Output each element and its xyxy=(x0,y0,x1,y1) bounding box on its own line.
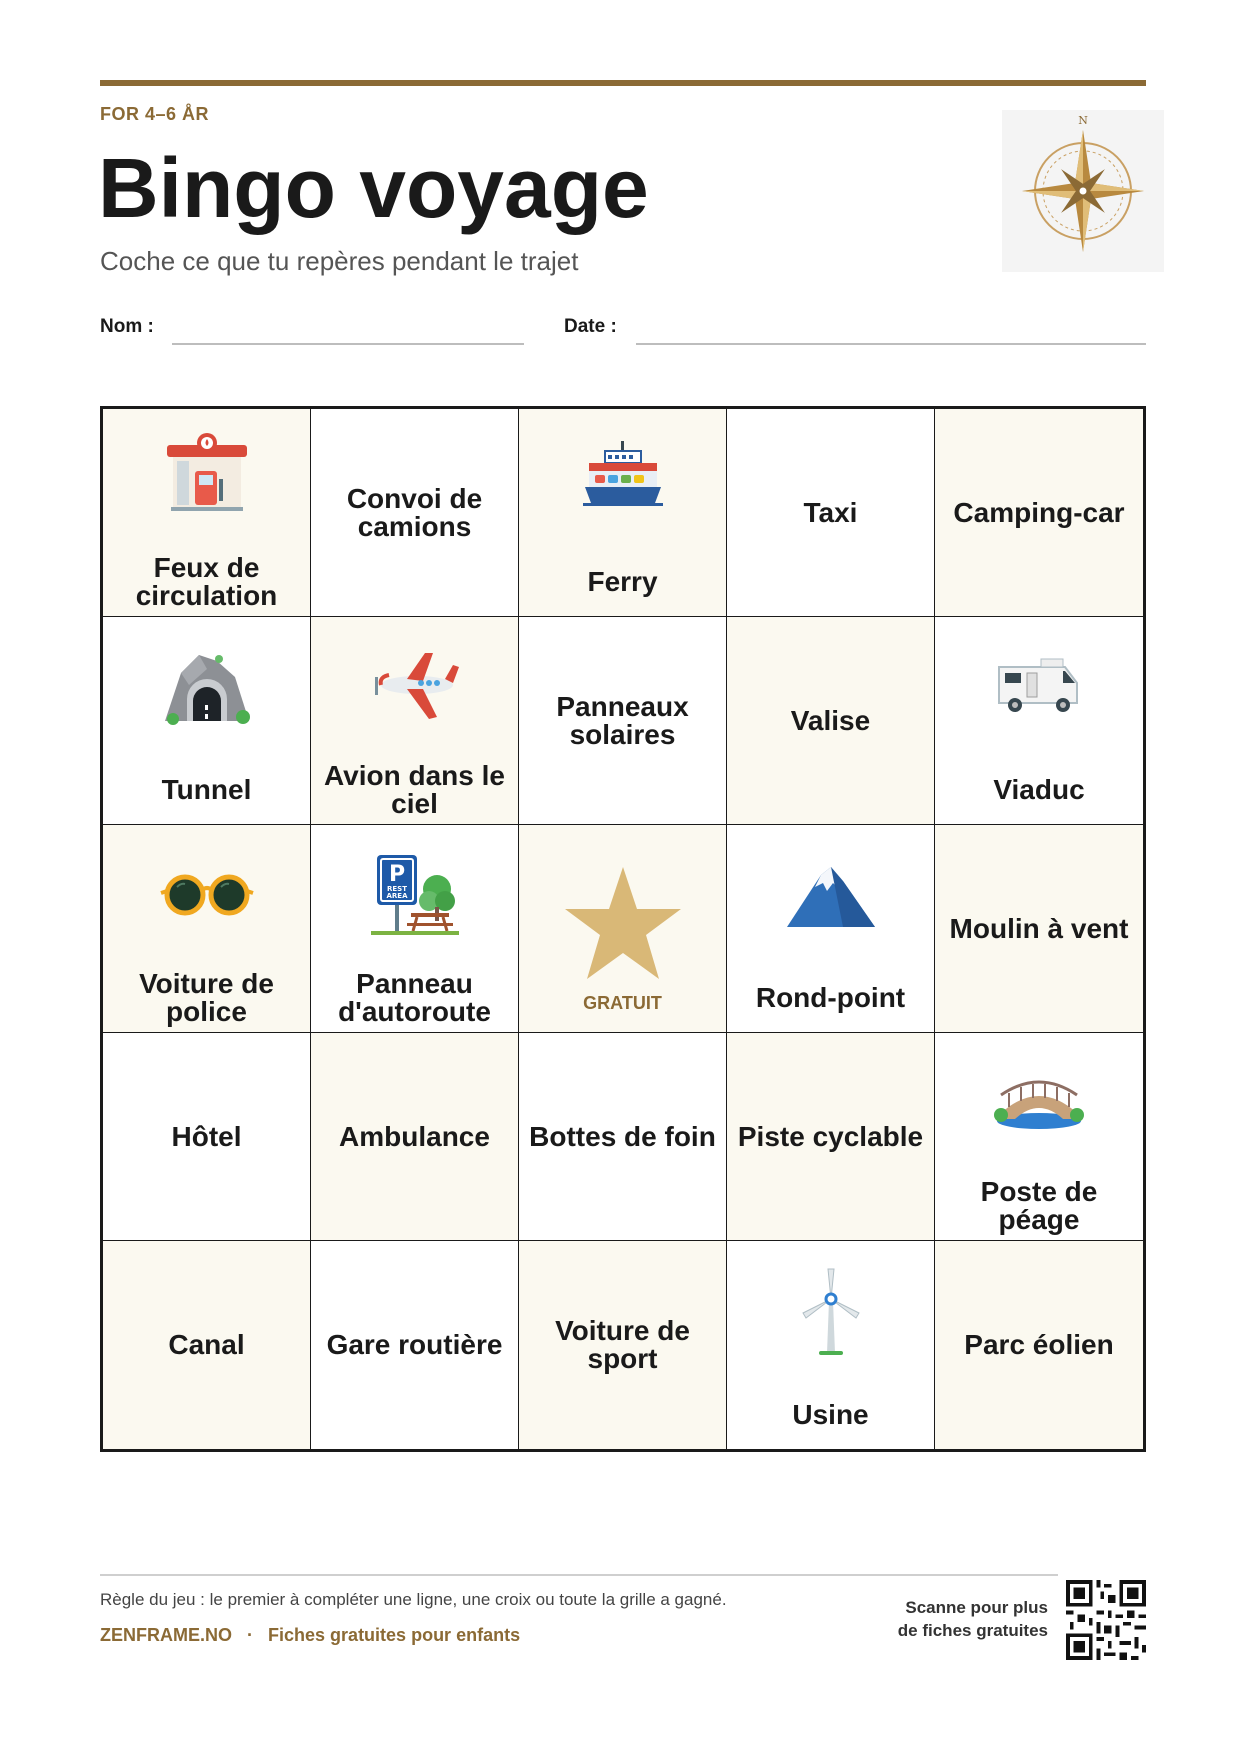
compass-rose-icon xyxy=(1002,110,1164,272)
bingo-grid xyxy=(100,406,1146,1452)
bingo-cell[interactable] xyxy=(311,825,519,1033)
cell-label: Voiture de sport xyxy=(555,1315,690,1374)
cell-label: Taxi xyxy=(803,496,858,528)
cell-label: Feux de circulation xyxy=(135,552,278,611)
bridge-icon xyxy=(991,1055,1087,1151)
bingo-cell[interactable] xyxy=(519,409,727,617)
bingo-cell[interactable] xyxy=(311,617,519,825)
scan-caption xyxy=(848,1597,1048,1643)
cell-label: Voiture de police xyxy=(139,968,274,1027)
tunnel-icon xyxy=(159,639,255,735)
star-icon xyxy=(561,863,685,983)
cell-label: Poste de péage xyxy=(980,1176,1098,1235)
cell-label: Gare routière xyxy=(326,1329,503,1360)
bingo-cell[interactable] xyxy=(727,409,935,617)
airplane-icon xyxy=(367,639,463,735)
bingo-cell[interactable] xyxy=(935,1033,1143,1241)
scan-line-1: Scanne pour plus xyxy=(905,1598,1048,1617)
bingo-cell[interactable] xyxy=(935,617,1143,825)
page-title: Bingo voyage xyxy=(98,141,649,235)
brand-link[interactable]: ZENFRAME.NO xyxy=(100,1625,232,1645)
bingo-cell[interactable] xyxy=(311,1033,519,1241)
bingo-cell[interactable] xyxy=(519,1241,727,1449)
bingo-cell[interactable] xyxy=(727,825,935,1033)
cell-label: Viaduc xyxy=(993,774,1085,805)
cell-label: Rond-point xyxy=(755,982,906,1013)
cell-label: Hôtel xyxy=(171,1120,242,1152)
gas-station-icon xyxy=(159,431,255,527)
cell-label: Camping-car xyxy=(953,496,1125,528)
bingo-cell-free[interactable] xyxy=(519,825,727,1033)
bingo-cell[interactable] xyxy=(727,1241,935,1449)
cell-label: Tunnel xyxy=(161,774,252,805)
cell-label: Ferry xyxy=(587,566,658,597)
qr-code-icon[interactable] xyxy=(1066,1580,1146,1660)
bingo-cell[interactable] xyxy=(935,825,1143,1033)
cell-label: Panneaux solaires xyxy=(556,690,689,750)
camper-van-icon xyxy=(991,639,1087,735)
cell-label: Moulin à vent xyxy=(949,912,1129,944)
cell-label: Canal xyxy=(168,1329,245,1360)
brand-footer xyxy=(100,1625,520,1646)
bingo-cell[interactable] xyxy=(935,1241,1143,1449)
cell-label: Convoi de camions xyxy=(346,482,483,542)
ferry-icon xyxy=(575,431,671,527)
brand-separator: · xyxy=(247,1625,254,1645)
bingo-cell[interactable] xyxy=(311,409,519,617)
svg-text:P: P xyxy=(388,862,405,887)
cell-label: Parc éolien xyxy=(964,1329,1114,1360)
cell-label: Piste cyclable xyxy=(737,1120,924,1152)
rest-area-icon xyxy=(367,847,463,943)
bingo-cell[interactable] xyxy=(103,1033,311,1241)
header-accent-bar xyxy=(100,80,1146,86)
cell-label: Usine xyxy=(792,1399,869,1430)
sunglasses-icon xyxy=(159,847,255,943)
svg-text:AREA: AREA xyxy=(385,892,408,900)
game-rule: Règle du jeu : le premier à compléter une ligne, une croix ou toute la grille a gagné. xyxy=(100,1590,727,1609)
age-range-label: FOR 4–6 ÅR xyxy=(100,104,210,124)
bingo-cell[interactable] xyxy=(727,617,935,825)
cell-label: Valise xyxy=(790,704,871,736)
cell-label: Avion dans le ciel xyxy=(323,760,505,819)
date-field[interactable] xyxy=(636,343,1146,345)
bingo-cell[interactable] xyxy=(519,1033,727,1241)
svg-text:REST: REST xyxy=(386,885,407,893)
date-label: Date : xyxy=(564,316,617,337)
bingo-cell[interactable] xyxy=(935,409,1143,617)
bingo-cell[interactable] xyxy=(103,1241,311,1449)
name-field[interactable] xyxy=(172,343,524,345)
name-label: Nom : xyxy=(100,316,154,337)
bingo-cell[interactable] xyxy=(103,409,311,617)
wind-turbine-icon xyxy=(783,1263,879,1359)
bingo-cell[interactable] xyxy=(311,1241,519,1449)
bingo-cell[interactable] xyxy=(103,617,311,825)
cell-label: Bottes de foin xyxy=(529,1120,716,1152)
cell-label: Ambulance xyxy=(339,1120,490,1152)
free-space-label: GRATUIT xyxy=(583,993,662,1013)
bingo-cell[interactable] xyxy=(727,1033,935,1241)
scan-line-2: de fiches gratuites xyxy=(897,1620,1048,1640)
bingo-cell[interactable] xyxy=(103,825,311,1033)
mountain-icon xyxy=(783,847,879,943)
cell-label: Panneau d'autoroute xyxy=(338,968,491,1027)
footer-divider xyxy=(100,1574,1058,1576)
brand-tagline: Fiches gratuites pour enfants xyxy=(268,1625,521,1645)
bingo-cell[interactable] xyxy=(519,617,727,825)
page-subtitle: Coche ce que tu repères pendant le trajet xyxy=(100,246,579,276)
svg-text:N: N xyxy=(1078,114,1088,127)
